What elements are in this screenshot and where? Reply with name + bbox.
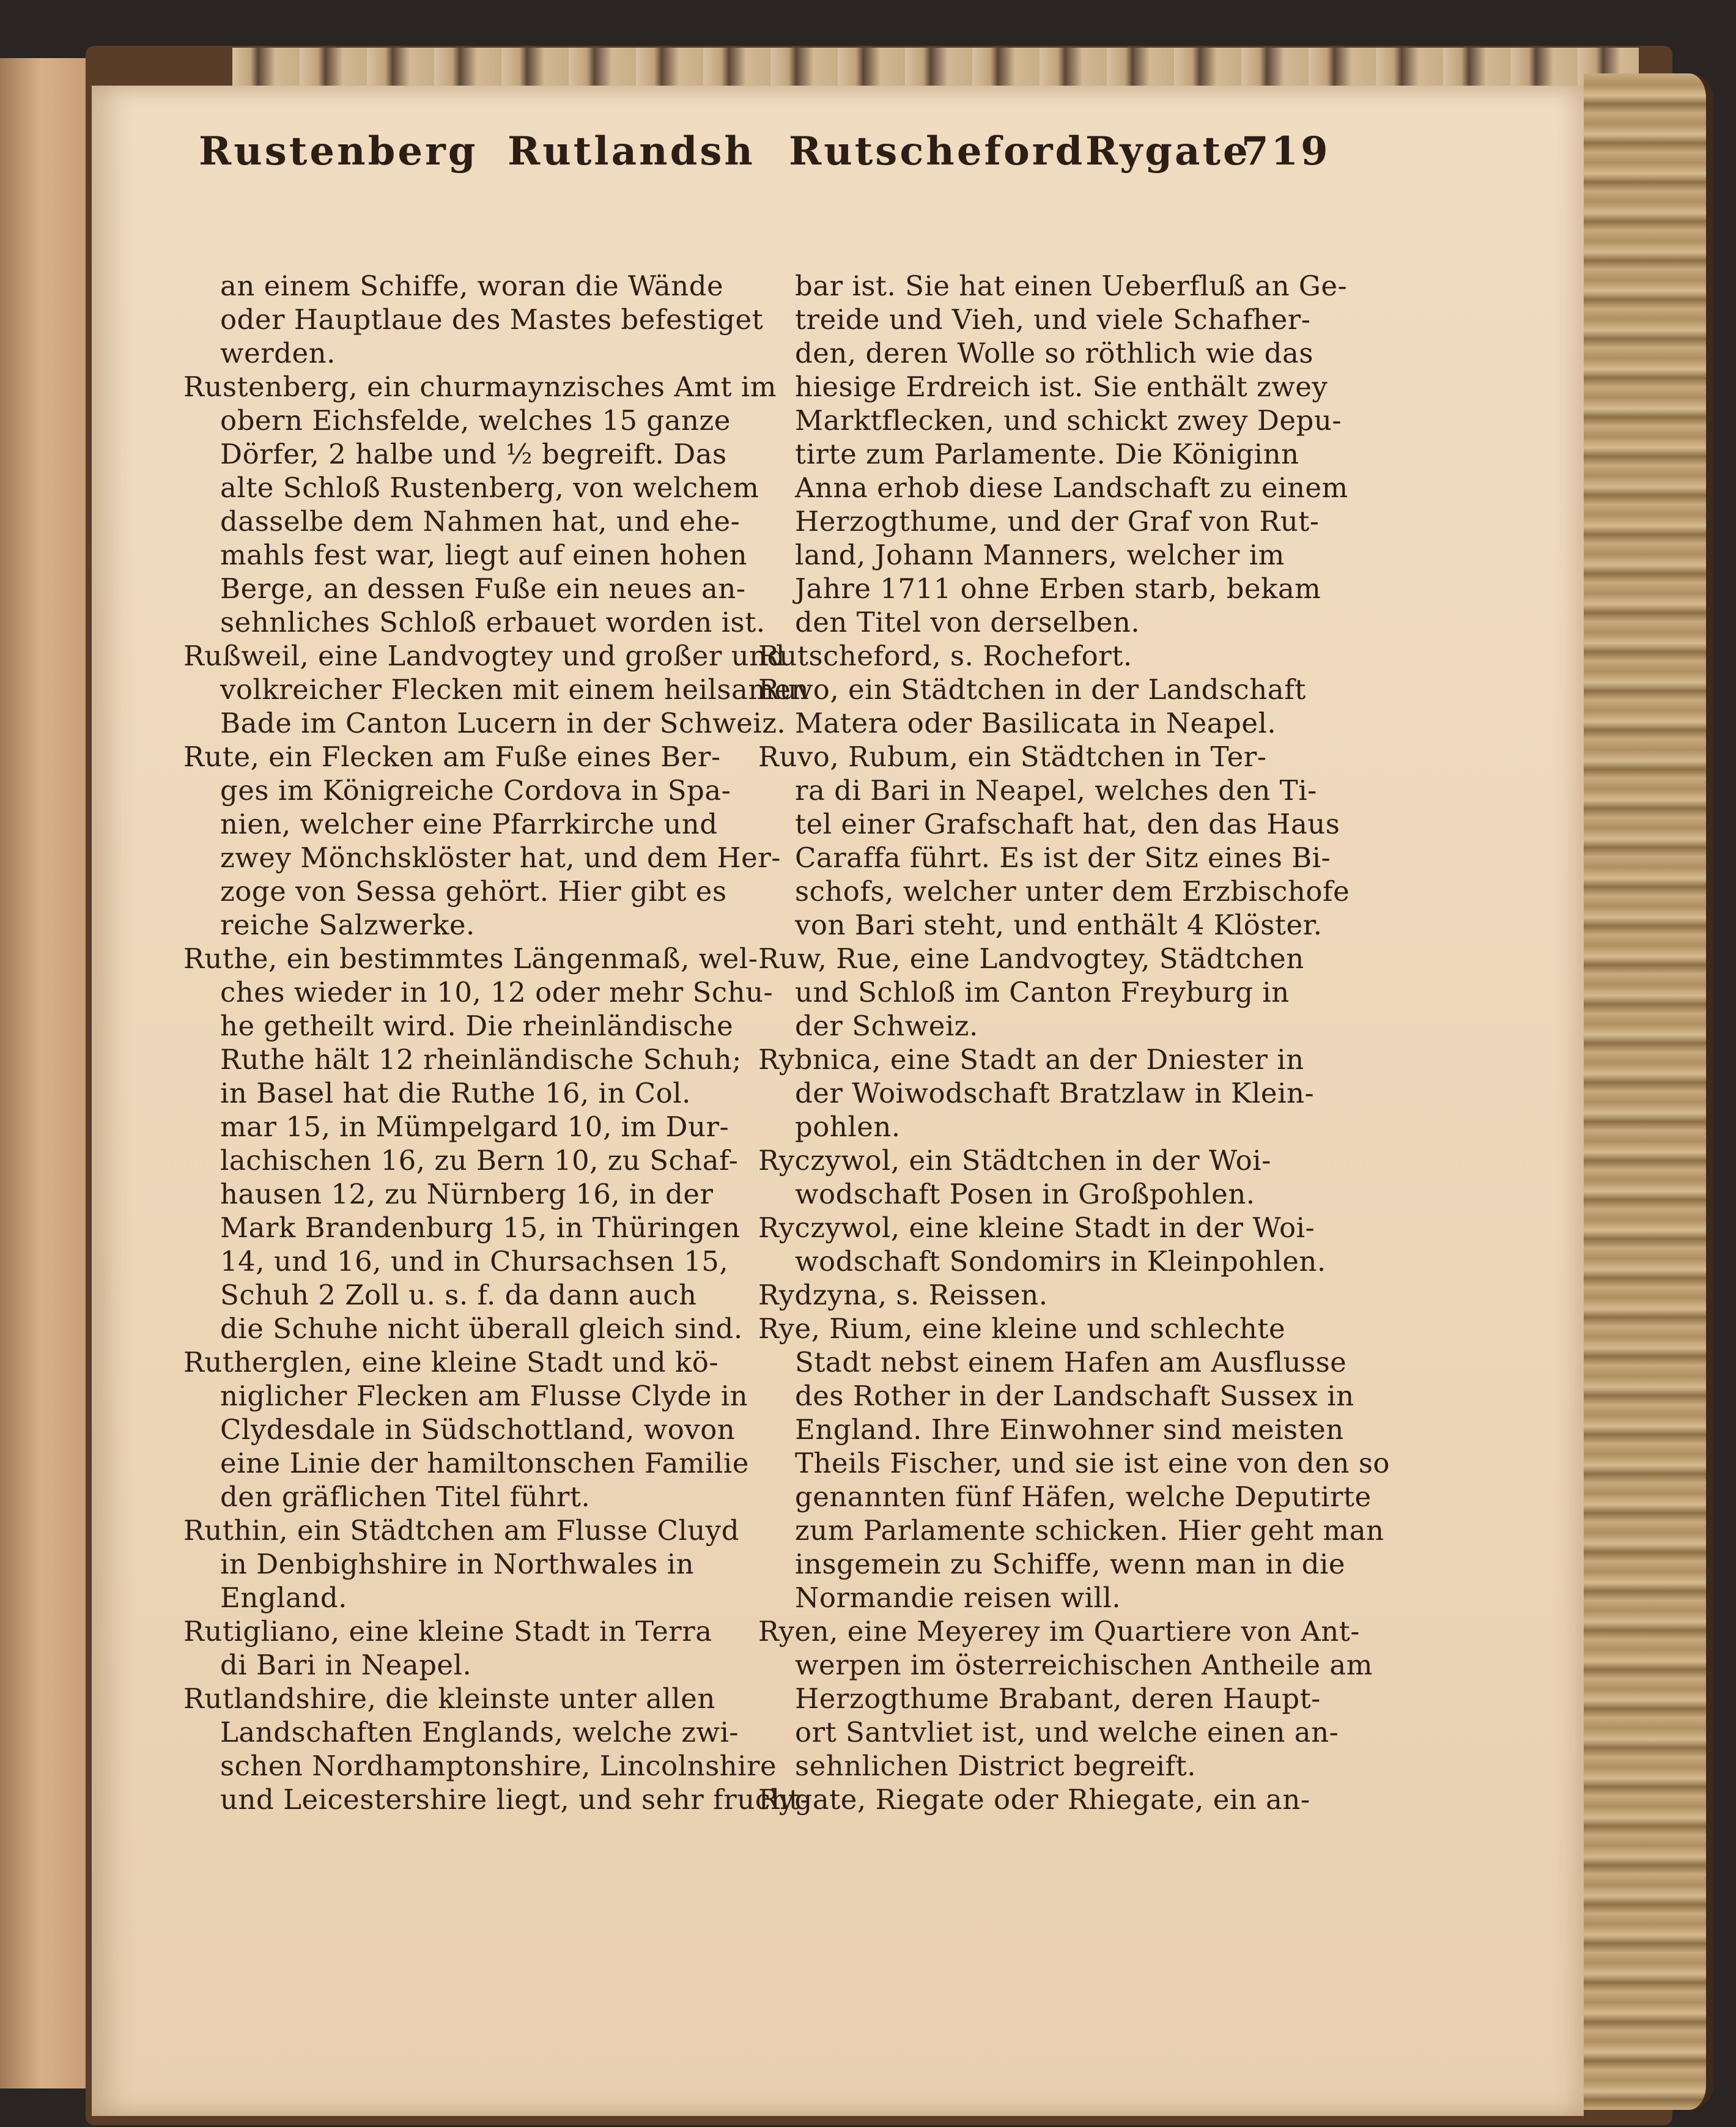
text-line: in Denbighshire in Northwales in: [220, 1548, 695, 1580]
entry-continuation: [183, 269, 822, 370]
text-line: sehnlichen District begreift.: [795, 1750, 1197, 1782]
header-guideword-right-last: Rygate: [1085, 128, 1250, 174]
left-column: [183, 269, 822, 1816]
text-line: di Bari in Neapel.: [220, 1649, 472, 1681]
text-line: Stadt nebst einem Hafen am Ausflusse: [795, 1346, 1347, 1378]
text-line: land, Johann Manners, welcher im: [795, 539, 1285, 571]
dictionary-entry: [758, 1615, 1394, 1783]
text-line: ort Santvliet ist, und welche einen an-: [795, 1716, 1339, 1748]
text-line: der Schweiz.: [795, 1010, 978, 1042]
dictionary-entry: [183, 639, 822, 740]
text-line: insgemein zu Schiffe, wenn man in die: [795, 1548, 1346, 1580]
text-line: lachischen 16, zu Bern 10, zu Schaf-: [220, 1144, 739, 1177]
text-line: volkreicher Flecken mit einem heilsamen: [220, 673, 810, 706]
text-line: sehnliches Schloß erbauet worden ist.: [220, 606, 766, 638]
text-line: Bade im Canton Lucern in der Schweiz.: [220, 707, 786, 739]
dictionary-entry: [183, 370, 822, 639]
text-line: Theils Fischer, und sie ist eine von den so: [795, 1447, 1391, 1479]
text-line: Ruthe, ein bestimmtes Längenmaß, wel-: [183, 942, 758, 975]
text-line: Ruw, Rue, eine Landvogtey, Städtchen: [758, 942, 1304, 975]
dictionary-entry: [758, 1783, 1394, 1816]
dictionary-entry: [758, 639, 1394, 673]
header-guideword-left-last: Rutlandsh: [508, 128, 755, 174]
dictionary-entry: [758, 740, 1394, 942]
text-line: der Woiwodschaft Bratzlaw in Klein-: [795, 1077, 1315, 1109]
text-line: Rutlandshire, die kleinste unter allen: [183, 1682, 715, 1715]
text-line: tel einer Grafschaft hat, den das Haus: [795, 808, 1340, 840]
facing-page-edge: [0, 58, 95, 2088]
text-line: Mark Brandenburg 15, in Thüringen: [220, 1211, 741, 1244]
text-line: und Schloß im Canton Freyburg in: [795, 976, 1290, 1008]
text-line: Caraffa führt. Es ist der Sitz eines Bi-: [795, 842, 1331, 874]
text-line: Clydesdale in Südschottland, wovon: [220, 1413, 736, 1446]
text-line: Landschaften Englands, welche zwi-: [220, 1716, 739, 1748]
text-line: Rußweil, eine Landvogtey und großer und: [183, 640, 785, 672]
text-line: den gräflichen Titel führt.: [220, 1481, 591, 1513]
dictionary-entry: [758, 1211, 1394, 1278]
text-line: England.: [220, 1581, 347, 1614]
text-line: alte Schloß Rustenberg, von welchem: [220, 472, 759, 504]
text-line: Matera oder Basilicata in Neapel.: [795, 707, 1277, 739]
text-line: oder Hauptlaue des Mastes befestiget: [220, 303, 764, 336]
text-line: Ruthin, ein Städtchen am Flusse Cluyd: [183, 1514, 740, 1547]
text-line: ra di Bari in Neapel, welches den Ti-: [795, 774, 1317, 807]
text-line: pohlen.: [795, 1111, 901, 1143]
text-line: Rye, Rium, eine kleine und schlechte: [758, 1312, 1286, 1345]
text-line: des Rother in der Landschaft Sussex in: [795, 1380, 1354, 1412]
text-line: ges im Königreiche Cordova in Spa-: [220, 774, 731, 807]
text-line: Ryczywol, eine kleine Stadt in der Woi-: [758, 1211, 1315, 1244]
right-column: [758, 269, 1394, 1816]
text-line: Rute, ein Flecken am Fuße eines Ber-: [183, 741, 721, 773]
text-line: reiche Salzwerke.: [220, 909, 475, 941]
dictionary-entry: [758, 1312, 1394, 1615]
header-guideword-left-first: Rustenberg: [199, 128, 478, 174]
text-line: Rydzyna, s. Reissen.: [758, 1279, 1048, 1311]
text-line: mar 15, in Mümpelgard 10, im Dur-: [220, 1111, 729, 1143]
dictionary-entry: [183, 1345, 822, 1514]
marbled-fore-edge: [1584, 73, 1713, 2110]
text-line: genannten fünf Häfen, welche Deputirte: [795, 1481, 1372, 1513]
text-line: he getheilt wird. Die rheinländische: [220, 1010, 734, 1042]
text-line: Ruthe hält 12 rheinländische Schuh;: [220, 1043, 742, 1076]
text-line: den, deren Wolle so röthlich wie das: [795, 337, 1313, 369]
text-line: dasselbe dem Nahmen hat, und ehe-: [220, 505, 741, 538]
dictionary-entry: [758, 1144, 1394, 1211]
text-line: und Leicestershire liegt, und sehr frucht-: [220, 1783, 810, 1816]
text-line: eine Linie der hamiltonschen Familie: [220, 1447, 749, 1479]
text-line: den Titel von derselben.: [795, 606, 1140, 638]
text-line: werpen im österreichischen Antheile am: [795, 1649, 1373, 1681]
text-line: die Schuhe nicht überall gleich sind.: [220, 1312, 743, 1345]
text-line: schofs, welcher unter dem Erzbischofe: [795, 875, 1350, 908]
text-line: Rutigliano, eine kleine Stadt in Terra: [183, 1615, 712, 1648]
text-line: an einem Schiffe, woran die Wände: [220, 270, 724, 302]
text-line: hiesige Erdreich ist. Sie enthält zwey: [795, 371, 1328, 403]
text-line: Herzogthume Brabant, deren Haupt-: [795, 1682, 1321, 1715]
text-line: Normandie reisen will.: [795, 1581, 1121, 1614]
text-line: Jahre 1711 ohne Erben starb, bekam: [795, 572, 1321, 605]
header-guideword-right-first: Rutscheford: [789, 128, 1085, 174]
dictionary-entry: [183, 1615, 822, 1682]
text-line: zoge von Sessa gehört. Hier gibt es: [220, 875, 727, 908]
dictionary-entry: [183, 1682, 822, 1816]
running-header: [0, 128, 1736, 196]
entry-continuation: [758, 269, 1394, 639]
text-line: Ruvo, ein Städtchen in der Landschaft: [758, 673, 1306, 706]
text-line: wodschaft Posen in Großpohlen.: [795, 1178, 1255, 1210]
text-line: wodschaft Sondomirs in Kleinpohlen.: [795, 1245, 1326, 1278]
text-line: ches wieder in 10, 12 oder mehr Schu-: [220, 976, 774, 1008]
text-line: treide und Vieh, und viele Schafher-: [795, 303, 1311, 336]
text-line: Berge, an dessen Fuße ein neues an-: [220, 572, 746, 605]
text-line: Dörfer, 2 halbe und ½ begreift. Das: [220, 438, 727, 470]
text-line: nien, welcher eine Pfarrkirche und: [220, 808, 718, 840]
text-line: zwey Mönchsklöster hat, und dem Her-: [220, 842, 781, 874]
text-line: England. Ihre Einwohner sind meisten: [795, 1413, 1344, 1446]
page-number: 719: [1241, 128, 1331, 174]
text-line: zum Parlamente schicken. Hier geht man: [795, 1514, 1384, 1547]
text-line: Ryen, eine Meyerey im Quartiere von Ant-: [758, 1615, 1361, 1648]
text-line: hausen 12, zu Nürnberg 16, in der: [220, 1178, 714, 1210]
text-line: Rygate, Riegate oder Rhiegate, ein an-: [758, 1783, 1310, 1816]
text-line: tirte zum Parlamente. Die Königinn: [795, 438, 1299, 470]
text-line: Schuh 2 Zoll u. s. f. da dann auch: [220, 1279, 697, 1311]
text-line: Ryczywol, ein Städtchen in der Woi-: [758, 1144, 1271, 1177]
dictionary-entry: [183, 740, 822, 942]
text-line: Herzogthume, und der Graf von Rut-: [795, 505, 1320, 538]
text-line: werden.: [220, 337, 336, 369]
text-line: in Basel hat die Ruthe 16, in Col.: [220, 1077, 691, 1109]
text-line: Anna erhob diese Landschaft zu einem: [795, 472, 1348, 504]
text-line: Ruvo, Rubum, ein Städtchen in Ter-: [758, 741, 1267, 773]
dictionary-entry: [758, 1278, 1394, 1312]
dictionary-entry: [183, 1514, 822, 1615]
text-line: Marktflecken, und schickt zwey Depu-: [795, 404, 1342, 437]
dictionary-entry: [758, 1043, 1394, 1144]
text-line: mahls fest war, liegt auf einen hohen: [220, 539, 748, 571]
dictionary-entry: [183, 942, 822, 1345]
text-line: obern Eichsfelde, welches 15 ganze: [220, 404, 731, 437]
text-line: Rutscheford, s. Rochefort.: [758, 640, 1132, 672]
dictionary-entry: [758, 942, 1394, 1043]
dictionary-entry: [758, 673, 1394, 740]
text-line: bar ist. Sie hat einen Ueberfluß an Ge-: [795, 270, 1348, 302]
text-line: 14, und 16, und in Chursachsen 15,: [220, 1245, 729, 1278]
text-line: Rustenberg, ein churmaynzisches Amt im: [183, 371, 777, 403]
text-line: von Bari steht, und enthält 4 Klöster.: [795, 909, 1323, 941]
text-line: Rutherglen, eine kleine Stadt und kö-: [183, 1346, 719, 1378]
text-line: niglicher Flecken am Flusse Clyde in: [220, 1380, 748, 1412]
text-line: Rybnica, eine Stadt an der Dniester in: [758, 1043, 1304, 1076]
text-line: schen Nordhamptonshire, Lincolnshire: [220, 1750, 777, 1782]
